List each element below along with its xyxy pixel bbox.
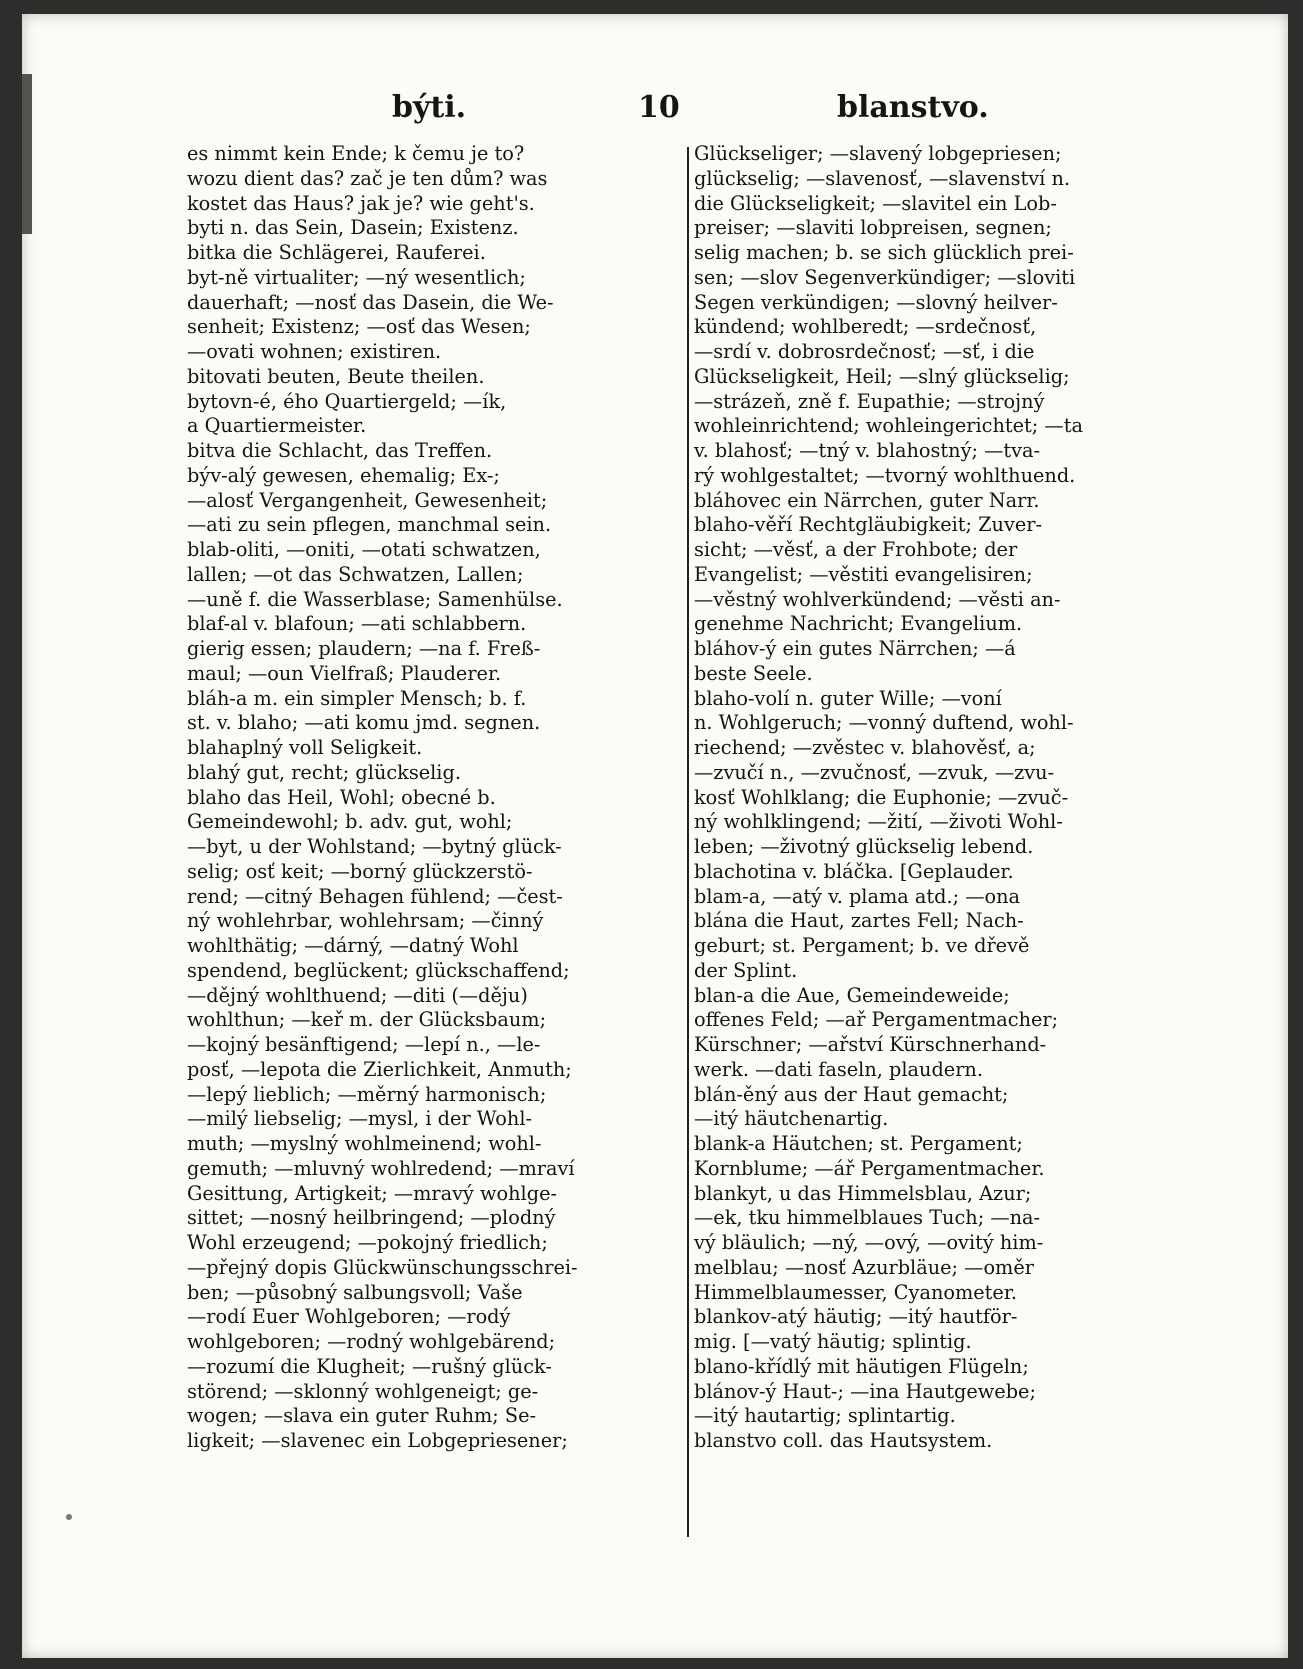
dictionary-line: ný wohlehrbar, wohlehrsam; —činný xyxy=(187,909,544,933)
dictionary-line: wohlthun; —keř m. der Glücksbaum; xyxy=(187,1008,547,1032)
dictionary-line: offenes Feld; —ař Pergamentmacher; xyxy=(694,1008,1059,1032)
column-divider xyxy=(687,147,689,1537)
dictionary-line: —ovati wohnen; existiren. xyxy=(187,340,442,363)
dictionary-line: bitovati beuten, Beute theilen. xyxy=(187,364,485,388)
dictionary-line: blaho-volí n. guter Wille; —voní xyxy=(694,686,1002,710)
dictionary-line: —srdí v. dobrosrdečnosť; —sť, i die xyxy=(694,340,1035,363)
dictionary-line: dauerhaft; —nosť das Dasein, die We- xyxy=(187,290,554,314)
scanned-page xyxy=(22,14,1288,1658)
dictionary-line: kündend; wohlberedt; —srdečnosť, xyxy=(694,315,1037,339)
dictionary-line: —uně f. die Wasserblase; Samenhülse. xyxy=(187,587,563,611)
dictionary-line: —ati zu sein pflegen, manchmal sein. xyxy=(187,513,552,537)
right-column xyxy=(694,142,1174,1454)
dictionary-line: blaho-věří Rechtgläubigkeit; Zuver- xyxy=(694,513,1043,537)
dictionary-line: —zvučí n., —zvučnosť, —zvuk, —zvu- xyxy=(694,760,1055,784)
dictionary-line: selig; osť keit; —borný glückzerstö- xyxy=(187,859,533,883)
dictionary-line: Gesittung, Artigkeit; —mravý wohlge- xyxy=(187,1181,557,1205)
dictionary-line: bláhovec ein Närrchen, guter Narr. xyxy=(694,488,1040,512)
dictionary-line: rý wohlgestaltet; —tvorný wohlthuend. xyxy=(694,463,1076,487)
dictionary-line: —kojný besänftigend; —lepí n., —le- xyxy=(187,1033,541,1056)
dictionary-line: býv-alý gewesen, ehemalig; Ex-; xyxy=(187,463,500,487)
dictionary-line: —itý hautartig; splintartig. xyxy=(694,1404,956,1428)
dictionary-line: spendend, beglückent; glückschaffend; xyxy=(187,958,570,982)
dictionary-line: —ek, tku himmelblaues Tuch; —na- xyxy=(694,1206,1041,1230)
dictionary-line: melblau; —nosť Azurbläue; —oměr xyxy=(694,1255,1034,1279)
dictionary-line: blána die Haut, zartes Fell; Nach- xyxy=(694,909,1024,933)
dictionary-line: der Splint. xyxy=(694,958,798,982)
dictionary-line: beste Seele. xyxy=(694,661,813,685)
dictionary-line: vý bläulich; —ný, —ový, —ovitý him- xyxy=(694,1231,1044,1254)
dictionary-line: die Glückseligkeit; —slavitel ein Lob- xyxy=(694,191,1057,215)
dictionary-line: blachotina v. bláčka. [Geplauder. xyxy=(694,859,1014,883)
dictionary-line: blánov-ý Haut-; —ina Hautgewebe; xyxy=(694,1379,1036,1403)
dictionary-line: bláhov-ý ein gutes Närrchen; —á xyxy=(694,637,1016,660)
dictionary-line: bitva die Schlacht, das Treffen. xyxy=(187,439,493,462)
dictionary-line: —byt, u der Wohlstand; —bytný glück- xyxy=(187,835,562,858)
dictionary-line: blaho das Heil, Wohl; obecné b. xyxy=(187,785,496,809)
dictionary-line: Glückseliger; —slavený lobgepriesen; xyxy=(694,142,1062,165)
dictionary-line: rend; —citný Behagen fühlend; —čest- xyxy=(187,884,563,908)
dictionary-line: sen; —slov Segenverkündiger; —sloviti xyxy=(694,265,1076,289)
dictionary-line: leben; —životný glückselig lebend. xyxy=(694,835,1034,858)
dictionary-line: blaf-al v. blafoun; —ati schlabbern. xyxy=(187,612,527,636)
dictionary-line: störend; —sklonný wohlgeneigt; ge- xyxy=(187,1379,539,1403)
dictionary-line: blanstvo coll. das Hautsystem. xyxy=(694,1429,993,1452)
dictionary-line: Glückseligkeit, Heil; —slný glückselig; xyxy=(694,364,1070,388)
dictionary-line: Evangelist; —věstiti evangelisiren; xyxy=(694,562,1033,586)
dictionary-line: a Quartiermeister. xyxy=(187,414,367,438)
dictionary-line: bitka die Schlägerei, Rauferei. xyxy=(187,241,486,264)
dictionary-line: werk. —dati faseln, plaudern. xyxy=(694,1057,983,1081)
dictionary-line: sittet; —nosný heilbringend; —plodný xyxy=(187,1206,556,1230)
dictionary-line: st. v. blaho; —ati komu jmd. segnen. xyxy=(187,711,541,735)
dictionary-line: ný wohlklingend; —žití, —životi Wohl- xyxy=(694,810,1063,834)
dictionary-line: gierig essen; plaudern; —na f. Freß- xyxy=(187,637,541,660)
dictionary-line: blahý gut, recht; glückselig. xyxy=(187,760,461,784)
dictionary-line: preiser; —slaviti lobpreisen, segnen; xyxy=(694,216,1052,240)
dictionary-line: —věstný wohlverkündend; —věsti an- xyxy=(694,587,1061,611)
dictionary-line: wozu dient das? zač je ten dům? was xyxy=(187,166,548,190)
dictionary-line: senheit; Existenz; —osť das Wesen; xyxy=(187,315,531,339)
dictionary-line: Gemeindewohl; b. adv. gut, wohl; xyxy=(187,810,513,834)
dictionary-line: blam-a, —atý v. plama atd.; —ona xyxy=(694,884,1021,908)
dictionary-line: lallen; —ot das Schwatzen, Lallen; xyxy=(187,562,524,586)
dictionary-line: —alosť Vergangenheit, Gewesenheit; xyxy=(187,488,548,512)
dictionary-line: —strázeň, zně f. Eupathie; —strojný xyxy=(694,389,1045,413)
dictionary-line: gemuth; —mluvný wohlredend; —mraví xyxy=(187,1156,575,1180)
dictionary-line: posť, —lepota die Zierlichkeit, Anmuth; xyxy=(187,1057,572,1081)
dictionary-line: selig machen; b. se sich glücklich prei- xyxy=(694,241,1074,264)
dictionary-line: blankyt, u das Himmelsblau, Azur; xyxy=(694,1181,1032,1205)
dictionary-line: —milý liebselig; —mysl, i der Wohl- xyxy=(187,1107,533,1131)
dictionary-line: —itý häutchenartig. xyxy=(694,1107,889,1131)
dictionary-line: bytovn-é, ého Quartiergeld; —ík, xyxy=(187,389,507,413)
dictionary-line: blahaplný voll Seligkeit. xyxy=(187,736,423,759)
dictionary-line: v. blahosť; —tný v. blahostný; —tva- xyxy=(694,439,1041,462)
dictionary-line: blab-oliti, —oniti, —otati schwatzen, xyxy=(187,538,541,561)
dictionary-line: —lepý lieblich; —měrný harmonisch; xyxy=(187,1082,547,1106)
dictionary-line: maul; —oun Vielfraß; Plauderer. xyxy=(187,661,502,685)
dictionary-line: blank-a Häutchen; st. Pergament; xyxy=(694,1132,1023,1155)
dictionary-line: byt-ně virtualiter; —ný wesentlich; xyxy=(187,265,526,289)
dictionary-line: geburt; st. Pergament; b. ve dřevě xyxy=(694,934,1030,957)
dictionary-line: glückselig; —slavenosť, —slavenství n. xyxy=(694,166,1071,190)
dictionary-line: n. Wohlgeruch; —vonný duftend, wohl- xyxy=(694,711,1074,735)
dictionary-line: muth; —myslný wohlmeinend; wohl- xyxy=(187,1132,542,1155)
dictionary-line: kosť Wohlklang; die Euphonie; —zvuč- xyxy=(694,785,1069,809)
page-header xyxy=(22,90,1288,134)
running-head-left: býti. xyxy=(392,90,467,125)
dictionary-line: blankov-atý häutig; —itý hautför- xyxy=(694,1305,1018,1329)
dictionary-line: Wohl erzeugend; —pokojný friedlich; xyxy=(187,1231,548,1254)
dictionary-line: blano-křídlý mit häutigen Flügeln; xyxy=(694,1354,1029,1378)
dictionary-line: ligkeit; —slavenec ein Lobgepriesener; xyxy=(187,1429,568,1452)
dictionary-line: wohlthätig; —dárný, —datný Wohl xyxy=(187,934,519,957)
dictionary-line: wohlgeboren; —rodný wohlgebärend; xyxy=(187,1330,556,1353)
dictionary-line: —rozumí die Klugheit; —rušný glück- xyxy=(187,1354,552,1378)
dictionary-line: —přejný dopis Glückwünschungsschrei- xyxy=(187,1255,578,1279)
dictionary-line: Kornblume; —ář Pergamentmacher. xyxy=(694,1156,1045,1180)
dictionary-line: Segen verkündigen; —slovný heilver- xyxy=(694,290,1058,314)
dictionary-line: mig. [—vatý häutig; splintig. xyxy=(694,1330,972,1353)
dictionary-line: bláh-a m. ein simpler Mensch; b. f. xyxy=(187,686,527,710)
dictionary-line: sicht; —věsť, a der Frohbote; der xyxy=(694,538,1018,561)
dictionary-line: —dějný wohlthuend; —diti (—děju) xyxy=(187,983,528,1007)
dictionary-line: blan-a die Aue, Gemeindeweide; xyxy=(694,983,1010,1007)
margin-mark xyxy=(66,1514,72,1520)
dictionary-line: wohleinrichtend; wohleingerichtet; —ta xyxy=(694,414,1083,438)
dictionary-line: kostet das Haus? jak je? wie geht's. xyxy=(187,191,535,215)
dictionary-line: —rodí Euer Wohlgeboren; —rodý xyxy=(187,1305,511,1329)
dictionary-line: byti n. das Sein, Dasein; Existenz. xyxy=(187,216,519,240)
page-number: 10 xyxy=(638,90,680,125)
dictionary-line: wogen; —slava ein guter Ruhm; Se- xyxy=(187,1404,537,1428)
dictionary-line: Himmelblaumesser, Cyanometer. xyxy=(694,1280,1018,1304)
dictionary-line: Kürschner; —ařství Kürschnerhand- xyxy=(694,1033,1047,1056)
dictionary-line: genehme Nachricht; Evangelium. xyxy=(694,612,1023,636)
dictionary-line: ben; —působný salbungsvoll; Vaše xyxy=(187,1280,523,1304)
left-column xyxy=(187,142,677,1454)
running-head-right: blanstvo. xyxy=(837,90,989,125)
dictionary-line: es nimmt kein Ende; k čemu je to? xyxy=(187,142,525,165)
dictionary-line: blán-ěný aus der Haut gemacht; xyxy=(694,1082,1009,1106)
dictionary-line: riechend; —zvěstec v. blahověsť, a; xyxy=(694,736,1036,759)
